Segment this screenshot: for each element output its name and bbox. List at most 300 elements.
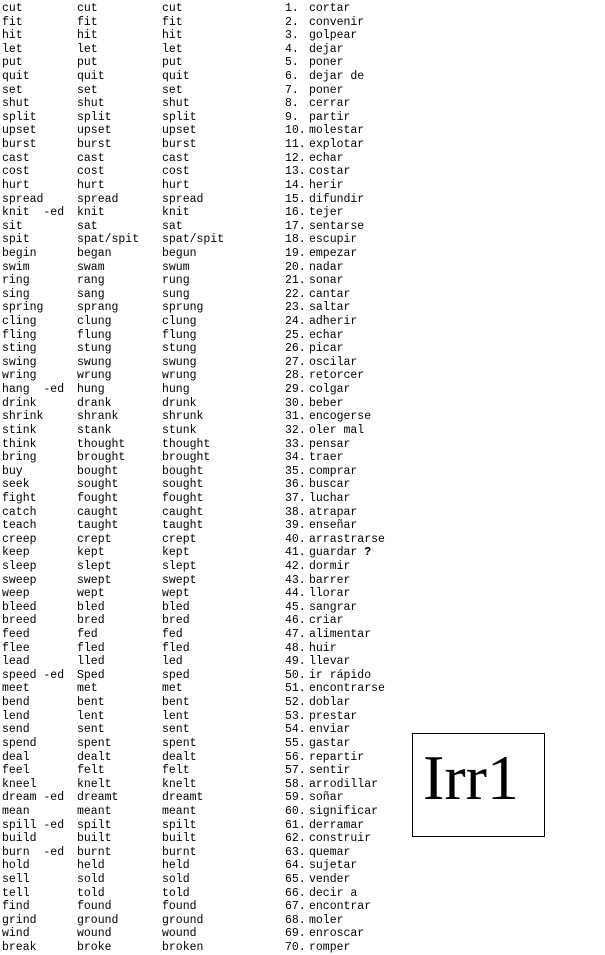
verb-row <box>2 710 402 724</box>
verb-row <box>2 342 402 356</box>
verb-spanish: romper <box>309 941 351 955</box>
verb-participle: drunk <box>162 396 197 410</box>
verb-spanish: atrapar <box>309 505 358 519</box>
verb-base: spill -ed <box>2 818 65 832</box>
verb-row <box>2 846 402 860</box>
verb-number: 22. <box>285 287 306 301</box>
verb-base: kneel <box>2 777 37 791</box>
verb-row <box>2 723 402 737</box>
verb-participle: spread <box>162 192 204 206</box>
verb-participle: spat/spit <box>162 233 225 247</box>
verb-base: sting <box>2 342 37 356</box>
verb-participle: spilt <box>162 818 197 832</box>
verb-number: 6. <box>285 70 299 84</box>
verb-base: seek <box>2 478 30 492</box>
verb-number: 12. <box>285 151 306 165</box>
verb-row <box>2 438 402 452</box>
verb-spanish: alimentar <box>309 628 372 642</box>
verb-number: 30. <box>285 396 306 410</box>
verb-base: stink <box>2 423 37 437</box>
verb-base: swing <box>2 355 37 369</box>
verb-row <box>2 43 402 57</box>
verb-past: flung <box>77 328 112 342</box>
verb-past: bred <box>77 614 105 628</box>
verb-spanish: partir <box>309 110 351 124</box>
verb-number: 34. <box>285 451 306 465</box>
verb-spanish: quemar <box>309 845 351 859</box>
verb-number: 37. <box>285 491 306 505</box>
verb-participle: sat <box>162 219 183 233</box>
verb-past: bent <box>77 696 105 710</box>
verb-past: fed <box>77 628 98 642</box>
verb-participle: rung <box>162 274 190 288</box>
verb-spanish-text: guardar <box>309 546 358 560</box>
verb-number: 57. <box>285 764 306 778</box>
verb-spanish: doblar <box>309 696 351 710</box>
verb-number: 26. <box>285 342 306 356</box>
verb-past: spat/spit <box>77 233 140 247</box>
verb-base: wring <box>2 369 37 383</box>
verb-participle: upset <box>162 124 197 138</box>
verb-base: hold <box>2 859 30 873</box>
verb-number: 52. <box>285 696 306 710</box>
verb-row <box>2 914 402 928</box>
verb-row <box>2 655 402 669</box>
verb-number: 64. <box>285 859 306 873</box>
verb-participle: held <box>162 859 190 873</box>
verb-spanish: echar <box>309 328 344 342</box>
verb-past: built <box>77 832 112 846</box>
verb-row <box>2 546 402 560</box>
verb-participle: hit <box>162 29 183 43</box>
verb-base: let <box>2 42 23 56</box>
verb-number: 61. <box>285 818 306 832</box>
verb-number: 24. <box>285 315 306 329</box>
verb-row <box>2 111 402 125</box>
verb-past: knelt <box>77 777 112 791</box>
verb-list <box>2 2 402 955</box>
verb-spanish: buscar <box>309 478 351 492</box>
verb-participle: sought <box>162 478 204 492</box>
verb-past: wound <box>77 927 112 941</box>
verb-spanish: barrer <box>309 573 351 587</box>
verb-row <box>2 165 402 179</box>
verb-past: sent <box>77 723 105 737</box>
verb-spanish: llevar <box>309 655 351 669</box>
verb-row <box>2 179 402 193</box>
verb-participle: swept <box>162 573 197 587</box>
verb-participle: swum <box>162 260 190 274</box>
verb-base: spring <box>2 301 44 315</box>
verb-past: told <box>77 886 105 900</box>
verb-spanish: cortar <box>309 2 351 15</box>
verb-base: upset <box>2 124 37 138</box>
verb-base: build <box>2 832 37 846</box>
verb-row <box>2 329 402 343</box>
verb-spanish: luchar <box>309 491 351 505</box>
verb-spanish: repartir <box>309 750 365 764</box>
verb-spanish: colgar <box>309 383 351 397</box>
verb-participle: burnt <box>162 845 197 859</box>
verb-base: mean <box>2 804 30 818</box>
verb-row <box>2 301 402 315</box>
verb-number: 59. <box>285 791 306 805</box>
verb-past: brought <box>77 451 126 465</box>
verb-participle: sprung <box>162 301 204 315</box>
verb-participle: thought <box>162 437 211 451</box>
verb-past: fought <box>77 491 119 505</box>
verb-spanish: llorar <box>309 587 351 601</box>
verb-row <box>2 465 402 479</box>
verb-number: 44. <box>285 587 306 601</box>
verb-row <box>2 642 402 656</box>
verb-base: sell <box>2 873 30 886</box>
verb-participle: bent <box>162 696 190 710</box>
verb-spanish: sentarse <box>309 219 365 233</box>
verb-spanish: arrastrarse <box>309 532 385 546</box>
verb-number: 66. <box>285 886 306 900</box>
verb-past: swung <box>77 355 112 369</box>
verb-row <box>2 70 402 84</box>
verb-spanish: herir <box>309 178 344 192</box>
verb-number: 38. <box>285 505 306 519</box>
verb-past: taught <box>77 519 119 533</box>
verb-number: 8. <box>285 97 299 111</box>
verb-row <box>2 261 402 275</box>
verb-row <box>2 492 402 506</box>
verb-base: breed <box>2 614 37 628</box>
verb-base: find <box>2 900 30 914</box>
verb-base: creep <box>2 532 37 546</box>
verb-number: 21. <box>285 274 306 288</box>
verb-past: cast <box>77 151 105 165</box>
verb-base: lead <box>2 655 30 669</box>
verb-row <box>2 29 402 43</box>
verb-row <box>2 900 402 914</box>
verb-row <box>2 614 402 628</box>
verb-base: burn -ed <box>2 845 65 859</box>
verb-row <box>2 859 402 873</box>
verb-past: burst <box>77 138 112 152</box>
verb-row <box>2 478 402 492</box>
verb-participle: told <box>162 886 190 900</box>
verb-spanish: prestar <box>309 709 358 723</box>
verb-spanish: enseñar <box>309 519 358 533</box>
verb-number: 47. <box>285 628 306 642</box>
verb-row <box>2 84 402 98</box>
verb-past: spent <box>77 736 112 750</box>
verb-past: quit <box>77 70 105 84</box>
verb-base: wind <box>2 927 30 941</box>
verb-spanish: echar <box>309 151 344 165</box>
verb-base: begin <box>2 246 37 260</box>
verb-row <box>2 274 402 288</box>
verb-base: fit <box>2 15 23 29</box>
verb-past: held <box>77 859 105 873</box>
verb-base: quit <box>2 70 30 84</box>
verb-past: sat <box>77 219 98 233</box>
verb-past: wept <box>77 587 105 601</box>
verb-spanish: convenir <box>309 15 365 29</box>
verb-row <box>2 206 402 220</box>
verb-number: 39. <box>285 519 306 533</box>
verb-participle: bred <box>162 614 190 628</box>
verb-base: catch <box>2 505 37 519</box>
verb-spanish: dejar de <box>309 70 365 84</box>
verb-participle: felt <box>162 764 190 778</box>
verb-base: feed <box>2 628 30 642</box>
verb-row <box>2 601 402 615</box>
verb-past: knit <box>77 206 105 220</box>
verb-past: Sped <box>77 668 105 682</box>
verb-row <box>2 682 402 696</box>
verb-number: 18. <box>285 233 306 247</box>
verb-base: cast <box>2 151 30 165</box>
verb-base: bleed <box>2 600 37 614</box>
verb-row <box>2 941 402 955</box>
verb-row <box>2 832 402 846</box>
verb-number: 7. <box>285 83 299 97</box>
verb-participle: stunk <box>162 423 197 437</box>
verb-base: sweep <box>2 573 37 587</box>
verb-number: 5. <box>285 56 299 70</box>
verb-past: set <box>77 83 98 97</box>
verb-past: spilt <box>77 818 112 832</box>
verb-row <box>2 737 402 751</box>
verb-base: put <box>2 56 23 70</box>
verb-row <box>2 696 402 710</box>
verb-base: hang -ed <box>2 383 65 397</box>
verb-base: hit <box>2 29 23 43</box>
verb-spanish: dejar <box>309 42 344 56</box>
verb-past: shrank <box>77 410 119 424</box>
verb-base: spend <box>2 736 37 750</box>
verb-spanish: tejer <box>309 206 344 220</box>
verb-past: put <box>77 56 98 70</box>
verb-past: found <box>77 900 112 914</box>
verb-base: sing <box>2 287 30 301</box>
verb-number: 33. <box>285 437 306 451</box>
verb-row <box>2 220 402 234</box>
verb-spanish <box>309 546 371 560</box>
verb-base: burst <box>2 138 37 152</box>
verb-participle: wrung <box>162 369 197 383</box>
verb-base: weep <box>2 587 30 601</box>
verb-past: stank <box>77 423 112 437</box>
verb-number: 3. <box>285 29 299 43</box>
verb-participle: stung <box>162 342 197 356</box>
verb-past: let <box>77 42 98 56</box>
verb-number: 62. <box>285 832 306 846</box>
verb-past: caught <box>77 505 119 519</box>
verb-spanish: oscilar <box>309 355 358 369</box>
verb-number: 36. <box>285 478 306 492</box>
verb-spanish: empezar <box>309 246 358 260</box>
verb-number: 14. <box>285 178 306 192</box>
verb-participle: fled <box>162 641 190 655</box>
verb-row <box>2 628 402 642</box>
verb-past: met <box>77 682 98 696</box>
verb-row <box>2 778 402 792</box>
verb-past: cut <box>77 2 98 15</box>
verb-participle: knelt <box>162 777 197 791</box>
verb-spanish: nadar <box>309 260 344 274</box>
verb-participle: knit <box>162 206 190 220</box>
verb-past: swam <box>77 260 105 274</box>
verb-spanish: oler mal <box>309 423 365 437</box>
verb-past: broke <box>77 941 112 955</box>
verb-spanish: sujetar <box>309 859 358 873</box>
verb-participle: led <box>162 655 183 669</box>
verb-past: began <box>77 246 112 260</box>
verb-participle: quit <box>162 70 190 84</box>
verb-past: dealt <box>77 750 112 764</box>
verb-spanish: encogerse <box>309 410 372 424</box>
verb-participle: flung <box>162 328 197 342</box>
verb-base: break <box>2 941 37 955</box>
verb-participle: set <box>162 83 183 97</box>
verb-spanish: moler <box>309 913 344 927</box>
verb-note: ? <box>364 546 372 560</box>
verb-spanish: molestar <box>309 124 365 138</box>
verb-row <box>2 927 402 941</box>
verb-row <box>2 247 402 261</box>
verb-base: tell <box>2 886 30 900</box>
verb-participle: dreamt <box>162 791 204 805</box>
verb-base: fling <box>2 328 37 342</box>
verb-participle: met <box>162 682 183 696</box>
verb-spanish: soñar <box>309 791 344 805</box>
verb-participle: built <box>162 832 197 846</box>
verb-past: wrung <box>77 369 112 383</box>
verb-base: cut <box>2 2 23 15</box>
verb-base: flee <box>2 641 30 655</box>
verb-row <box>2 410 402 424</box>
verb-number: 31. <box>285 410 306 424</box>
verb-number: 58. <box>285 777 306 791</box>
verb-row <box>2 152 402 166</box>
verb-spanish: significar <box>309 804 379 818</box>
verb-participle: lent <box>162 709 190 723</box>
verb-spanish: sonar <box>309 274 344 288</box>
verb-row <box>2 97 402 111</box>
verb-spanish: arrodillar <box>309 777 379 791</box>
verb-past: spread <box>77 192 119 206</box>
verb-row <box>2 451 402 465</box>
verb-row <box>2 805 402 819</box>
verb-number: 25. <box>285 328 306 342</box>
verb-past: hurt <box>77 178 105 192</box>
verb-base: sit <box>2 219 23 233</box>
verb-spanish: saltar <box>309 301 351 315</box>
verb-participle: dealt <box>162 750 197 764</box>
verb-number: 53. <box>285 709 306 723</box>
verb-participle: hurt <box>162 178 190 192</box>
verb-row <box>2 764 402 778</box>
verb-number: 45. <box>285 600 306 614</box>
verb-past: hung <box>77 383 105 397</box>
verb-row <box>2 887 402 901</box>
verb-number: 56. <box>285 750 306 764</box>
verb-spanish: cerrar <box>309 97 351 111</box>
verb-row <box>2 574 402 588</box>
verb-number: 69. <box>285 927 306 941</box>
verb-participle: fought <box>162 491 204 505</box>
verb-base: shrink <box>2 410 44 424</box>
verb-spanish: gastar <box>309 736 351 750</box>
verb-row <box>2 424 402 438</box>
verb-spanish: escupir <box>309 233 358 247</box>
verb-past: crept <box>77 532 112 546</box>
verb-participle: begun <box>162 246 197 260</box>
verb-row <box>2 56 402 70</box>
verb-past: dreamt <box>77 791 119 805</box>
verb-spanish: golpear <box>309 29 358 43</box>
verb-participle: shut <box>162 97 190 111</box>
verb-past: felt <box>77 764 105 778</box>
verb-row <box>2 233 402 247</box>
verb-number: 48. <box>285 641 306 655</box>
verb-participle: clung <box>162 315 197 329</box>
verb-base: cost <box>2 165 30 179</box>
verb-spanish: sentir <box>309 764 351 778</box>
verb-spanish: derramar <box>309 818 365 832</box>
verb-participle: broken <box>162 941 204 955</box>
verb-past: shut <box>77 97 105 111</box>
verb-row <box>2 2 402 16</box>
verb-participle: let <box>162 42 183 56</box>
verb-past: sprang <box>77 301 119 315</box>
verb-row <box>2 315 402 329</box>
verb-participle: sped <box>162 668 190 682</box>
verb-number: 63. <box>285 845 306 859</box>
verb-past: drank <box>77 396 112 410</box>
verb-participle: cost <box>162 165 190 179</box>
verb-spanish: construir <box>309 832 372 846</box>
verb-spanish: vender <box>309 873 351 886</box>
verb-past: lled <box>77 655 105 669</box>
verb-row <box>2 533 402 547</box>
verb-number: 43. <box>285 573 306 587</box>
verb-base: deal <box>2 750 30 764</box>
verb-participle: hung <box>162 383 190 397</box>
verb-number: 49. <box>285 655 306 669</box>
verb-base: spread <box>2 192 44 206</box>
verb-spanish: beber <box>309 396 344 410</box>
verb-spanish: costar <box>309 165 351 179</box>
verb-participle: shrunk <box>162 410 204 424</box>
verb-number: 42. <box>285 559 306 573</box>
verb-past: burnt <box>77 845 112 859</box>
verb-participle: cast <box>162 151 190 165</box>
verb-participle: bought <box>162 464 204 478</box>
verb-number: 32. <box>285 423 306 437</box>
verb-participle: meant <box>162 804 197 818</box>
verb-past: bled <box>77 600 105 614</box>
verb-past: stung <box>77 342 112 356</box>
verb-participle: ground <box>162 913 204 927</box>
verb-participle: kept <box>162 546 190 560</box>
verb-past: cost <box>77 165 105 179</box>
verb-row <box>2 506 402 520</box>
verb-number: 40. <box>285 532 306 546</box>
verb-number: 51. <box>285 682 306 696</box>
verb-past: split <box>77 110 112 124</box>
verb-base: bring <box>2 451 37 465</box>
verb-past: swept <box>77 573 112 587</box>
verb-past: kept <box>77 546 105 560</box>
verb-participle: cut <box>162 2 183 15</box>
